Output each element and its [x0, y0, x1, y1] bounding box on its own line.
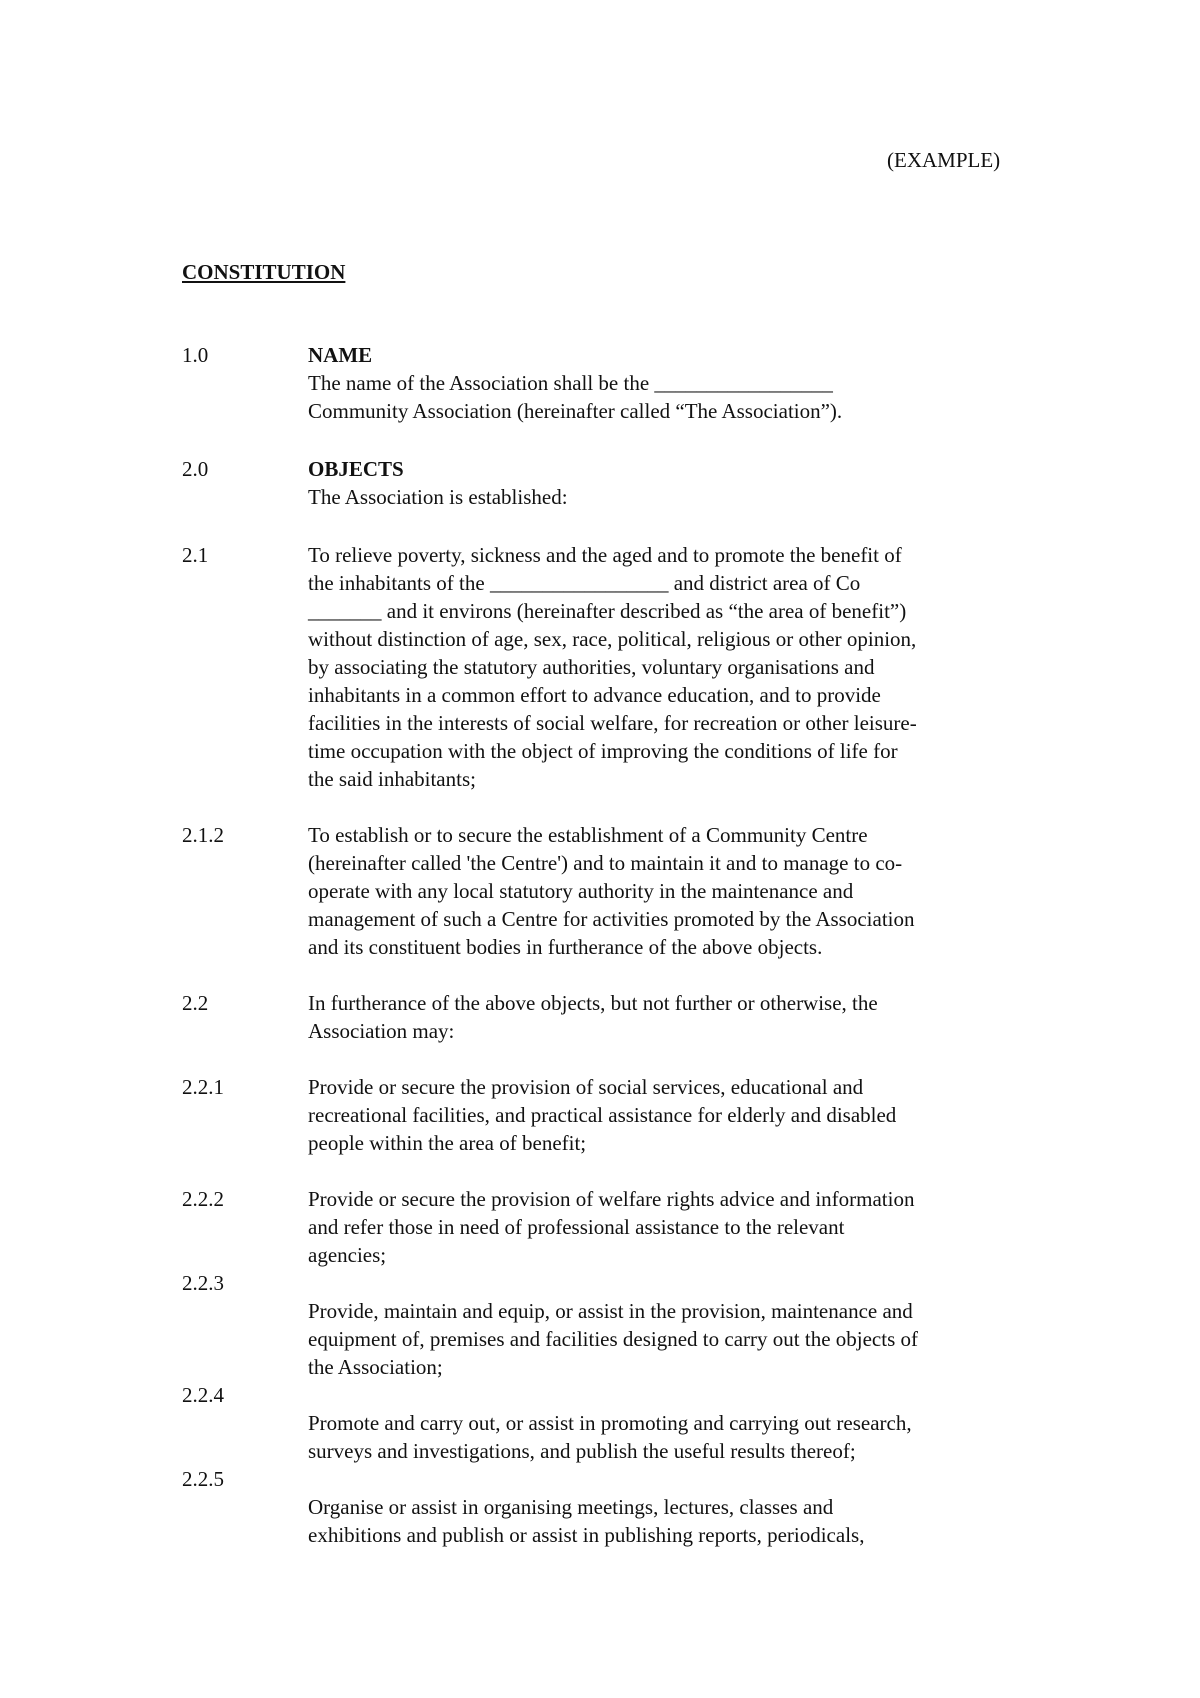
clause-body — [308, 1073, 1038, 1157]
clause-line: _______ and it environs (hereinafter described as “the area of benefit”) — [308, 599, 907, 623]
clause-line: operate with any local statutory authority in the maintenance and — [308, 879, 854, 903]
clause-line: recreational facilities, and practical assistance for elderly and disabled — [308, 1103, 897, 1127]
clause-number: 2.2.5 — [182, 1467, 224, 1491]
clause-line: the said inhabitants; — [308, 767, 476, 791]
clause-line: To relieve poverty, sickness and the aged and to promote the benefit of — [308, 543, 902, 567]
clause-line: The name of the Association shall be the _________________ — [308, 371, 833, 395]
clause-body — [308, 1409, 1038, 1465]
clause-line: Association may: — [308, 1019, 455, 1043]
clause-number: 2.2.2 — [182, 1187, 224, 1211]
clause-line: without distinction of age, sex, race, political, religious or other opinion, — [308, 627, 917, 651]
clause-line: In furtherance of the above objects, but not further or otherwise, the — [308, 991, 878, 1015]
clause-line: exhibitions and publish or assist in publishing reports, periodicals, — [308, 1523, 865, 1547]
clause-line: The Association is established: — [308, 485, 568, 509]
clause-number: 2.1.2 — [182, 823, 224, 847]
clause-line: Provide, maintain and equip, or assist in the provision, maintenance and — [308, 1299, 913, 1323]
clause-line: the inhabitants of the _________________ and district area of Co — [308, 571, 861, 595]
clause-number: 1.0 — [182, 343, 209, 367]
clause-number: 2.1 — [182, 543, 209, 567]
clause-heading: NAME — [308, 343, 373, 367]
clause-line: the Association; — [308, 1355, 443, 1379]
clause-number: 2.2.3 — [182, 1271, 224, 1295]
clause-body — [308, 341, 1038, 425]
clause-line: by associating the statutory authorities, voluntary organisations and — [308, 655, 875, 679]
clause-body — [308, 1297, 1038, 1381]
clause-body — [308, 455, 1038, 511]
clause-number: 2.2.4 — [182, 1383, 224, 1407]
clause-number: 2.2 — [182, 991, 209, 1015]
clause-line: surveys and investigations, and publish the useful results thereof; — [308, 1439, 856, 1463]
clause-line: (hereinafter called 'the Centre') and to maintain it and to manage to co- — [308, 851, 903, 875]
clause-line: time occupation with the object of improving the conditions of life for — [308, 739, 898, 763]
clause-line: Organise or assist in organising meetings, lectures, classes and — [308, 1495, 834, 1519]
clause-line: Promote and carry out, or assist in promoting and carrying out research, — [308, 1411, 912, 1435]
clause-line: Provide or secure the provision of welfare rights advice and information — [308, 1187, 915, 1211]
clause-heading: OBJECTS — [308, 457, 404, 481]
clause-number: 2.2.1 — [182, 1075, 224, 1099]
clause-line: facilities in the interests of social welfare, for recreation or other leisure- — [308, 711, 917, 735]
clause-line: Community Association (hereinafter called “The Association”). — [308, 399, 843, 423]
clause-line: and refer those in need of professional assistance to the relevant — [308, 1215, 845, 1239]
clause-body — [308, 1493, 1038, 1549]
clause-line: agencies; — [308, 1243, 387, 1267]
clause-line: To establish or to secure the establishment of a Community Centre — [308, 823, 868, 847]
clause-body — [308, 821, 1038, 961]
clause-body — [308, 541, 1038, 793]
clause-line: management of such a Centre for activities promoted by the Association — [308, 907, 915, 931]
clause-line: inhabitants in a common effort to advance education, and to provide — [308, 683, 881, 707]
clause-body — [308, 1185, 1038, 1269]
clause-number: 2.0 — [182, 457, 209, 481]
clause-line: people within the area of benefit; — [308, 1131, 587, 1155]
clause-line: Provide or secure the provision of social services, educational and — [308, 1075, 864, 1099]
example-tag: (EXAMPLE) — [887, 148, 1001, 172]
clause-body — [308, 989, 1038, 1045]
clause-line: and its constituent bodies in furtherance of the above objects. — [308, 935, 823, 959]
document-title: CONSTITUTION — [182, 260, 346, 284]
clause-line: equipment of, premises and facilities designed to carry out the objects of — [308, 1327, 918, 1351]
